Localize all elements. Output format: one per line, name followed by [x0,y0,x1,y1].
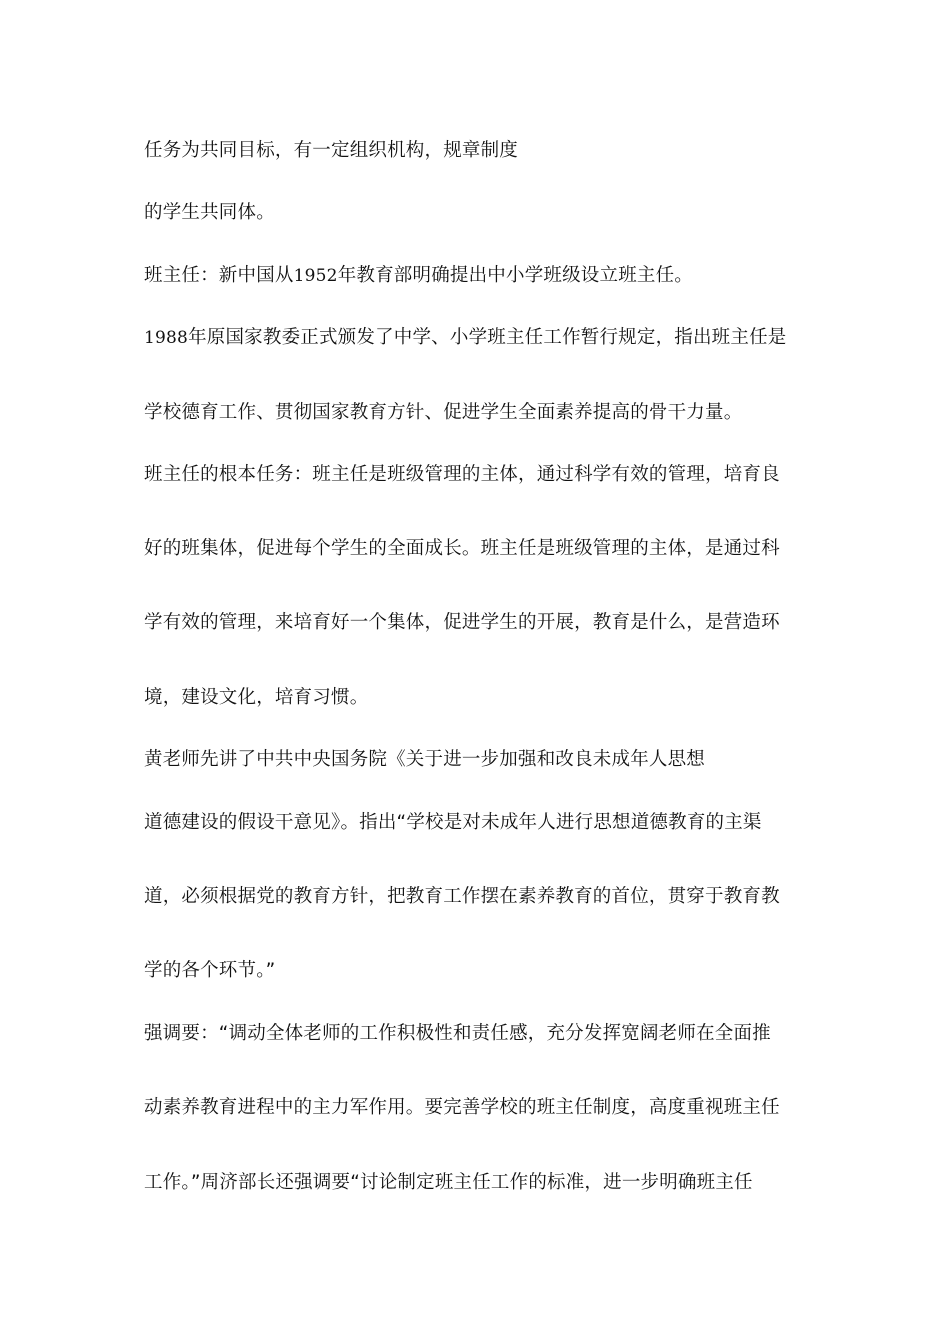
text-line-11: 道德建设的假设干意见》。指出“学校是对未成年人进行思想道德教育的主渠 [144,812,762,833]
text-line-3-a: 班主任：新中国从 [144,265,294,286]
text-line-12: 道，必须根据党的教育方针，把教育工作摆在素养教育的首位，贯穿于教育教 [144,886,780,907]
text-line-16: 工作。”周济部长还强调要“讨论制定班主任工作的标准，进一步明确班主任 [144,1172,753,1193]
text-line-4 [144,326,786,350]
text-line-3-b: 年教育部明确提出中小学班级设立班主任。 [337,265,693,286]
year-1988: 1988 [144,328,189,348]
year-1952: 1952 [293,266,338,286]
text-line-7: 好的班集体，促进每个学生的全面成长。班主任是班级管理的主体，是通过科 [144,538,780,559]
text-line-10: 黄老师先讲了中共中央国务院《关于进一步加强和改良未成年人思想 [144,749,706,770]
text-line-13: 学的各个环节。” [144,960,276,981]
text-line-2: 的学生共同体。 [144,202,275,223]
text-line-4-a: 年原国家教委正式颁发了中学、小学班主任工作暂行规定，指出班主任是 [188,327,787,348]
text-line-8: 学有效的管理，来培育好一个集体，促进学生的开展，教育是什么，是营造环 [144,612,780,633]
text-line-3 [144,264,693,288]
text-line-14: 强调要：“调动全体老师的工作积极性和责任感，充分发挥宽阔老师在全面推 [144,1023,771,1044]
text-line-5: 学校德育工作、贯彻国家教育方针、促进学生全面素养提高的骨干力量。 [144,402,743,423]
text-line-15: 动素养教育进程中的主力军作用。要完善学校的班主任制度，高度重视班主任 [144,1097,780,1118]
text-line-1: 任务为共同目标，有一定组织机构，规章制度 [144,140,519,161]
text-line-9: 境，建设文化，培育习惯。 [144,687,369,708]
text-line-6: 班主任的根本任务：班主任是班级管理的主体，通过科学有效的管理，培育良 [144,464,780,485]
